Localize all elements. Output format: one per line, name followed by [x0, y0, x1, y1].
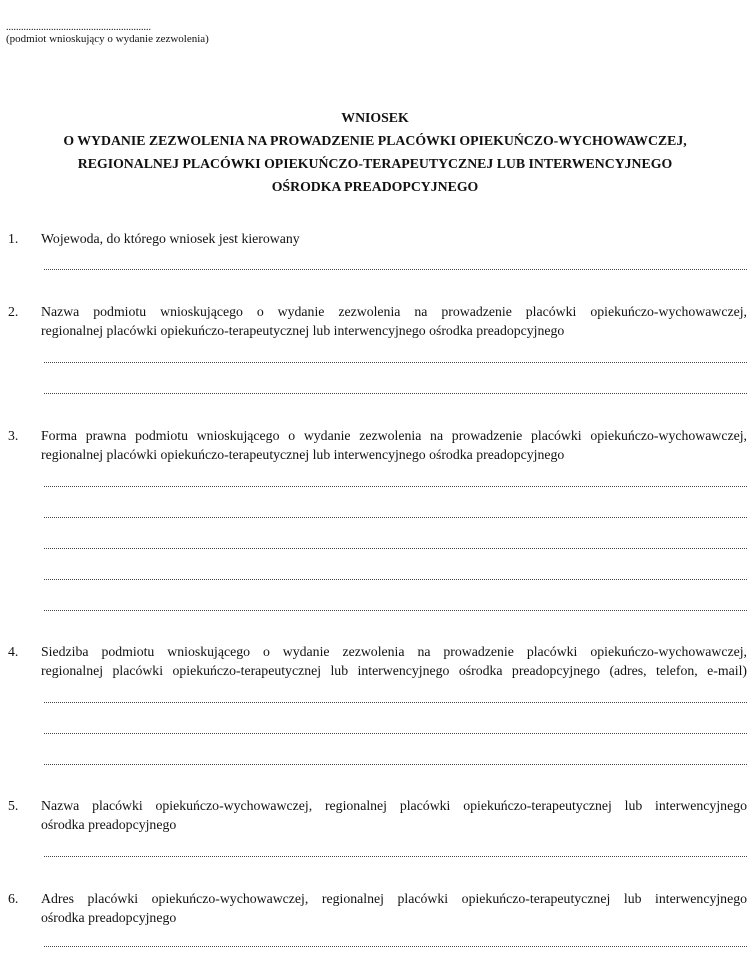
item-label-line-1: Siedziba podmiotu wnioskującego o wydanie zezwolenia na prowadzenie placówki opiekuńczo-wychowawczej,	[41, 644, 747, 659]
item-number: 5.	[8, 798, 19, 813]
answer-line-item-3-a[interactable]	[44, 486, 747, 487]
answer-line-item-3-c[interactable]	[44, 548, 747, 549]
item-number: 4.	[8, 644, 19, 659]
applicant-caption: (podmiot wnioskujący o wydanie zezwolenia)	[6, 33, 209, 45]
applicant-signature-block	[6, 22, 246, 46]
item-label-line-2: regionalnej placówki opiekuńczo-terapeutycznej lub interwencyjnego ośrodka preadopcyjnego	[41, 447, 565, 462]
item-label-line-1: Forma prawna podmiotu wnioskującego o wydanie zezwolenia na prowadzenie placówki opiekuńczo-wychowawczej,	[41, 428, 747, 443]
item-label	[41, 642, 747, 680]
answer-line-item-4-c[interactable]	[44, 764, 747, 765]
answer-line-item-4-b[interactable]	[44, 733, 747, 734]
item-label-line-1: Adres placówki opiekuńczo-wychowawczej, regionalnej placówki opiekuńczo-terapeutycznej lub interwencyjnego	[41, 891, 747, 906]
item-number: 6.	[8, 891, 19, 906]
form-title	[0, 106, 750, 198]
answer-line-item-6[interactable]	[44, 946, 747, 947]
item-label-line-2: regionalnej placówki opiekuńczo-terapeutycznej lub interwencyjnego ośrodka preadopcyjnego (adres, telefon, e-mail)	[41, 663, 747, 678]
form-title-line-1: WNIOSEK	[341, 110, 409, 125]
item-label-line-1: Wojewoda, do którego wniosek jest kierowany	[41, 231, 300, 246]
answer-line-item-4-a[interactable]	[44, 702, 747, 703]
item-label	[41, 229, 747, 248]
item-label	[41, 302, 747, 340]
item-label-line-2: ośrodka preadopcyjnego	[41, 817, 177, 832]
answer-line-item-1[interactable]	[44, 269, 747, 270]
answer-line-item-3-e[interactable]	[44, 610, 747, 611]
item-number: 2.	[8, 304, 19, 319]
item-label-line-2: regionalnej placówki opiekuńczo-terapeutycznej lub interwencyjnego ośrodka preadopcyjnego	[41, 323, 565, 338]
item-label	[41, 889, 747, 927]
answer-line-item-5[interactable]	[44, 856, 747, 857]
item-number: 1.	[8, 231, 19, 246]
answer-line-item-3-b[interactable]	[44, 517, 747, 518]
answer-line-item-2-b[interactable]	[44, 393, 747, 394]
item-number: 3.	[8, 428, 19, 443]
answer-line-item-3-d[interactable]	[44, 579, 747, 580]
answer-line-item-2-a[interactable]	[44, 362, 747, 363]
item-label-line-1: Nazwa podmiotu wnioskującego o wydanie zezwolenia na prowadzenie placówki opiekuńczo-wychowawczej,	[41, 304, 747, 319]
form-title-line-2: O WYDANIE ZEZWOLENIA NA PROWADZENIE PLACÓWKI OPIEKUŃCZO-WYCHOWAWCZEJ,	[63, 133, 687, 148]
item-label-line-2: ośrodka preadopcyjnego	[41, 910, 177, 925]
item-label	[41, 796, 747, 834]
form-title-line-3: REGIONALNEJ PLACÓWKI OPIEKUŃCZO-TERAPEUTYCZNEJ LUB INTERWENCYJNEGO	[77, 156, 673, 171]
applicant-dotted-line[interactable]: ..........................................................	[6, 22, 151, 33]
item-label	[41, 426, 747, 464]
item-label-line-1: Nazwa placówki opiekuńczo-wychowawczej, regionalnej placówki opiekuńczo-terapeutycznej lub interwencyjnego	[41, 798, 747, 813]
form-title-line-4: OŚRODKA PREADOPCYJNEGO	[271, 179, 479, 194]
